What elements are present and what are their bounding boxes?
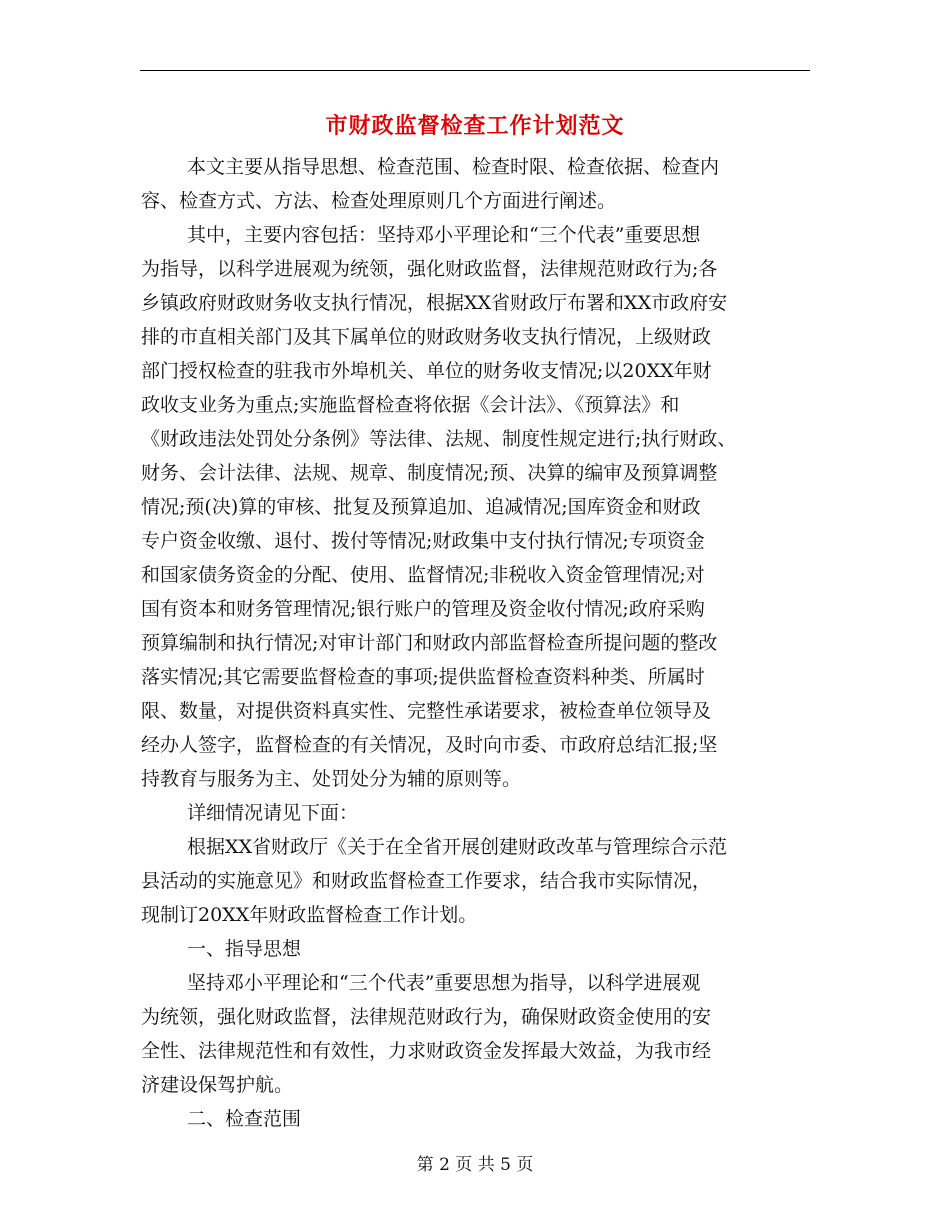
body-line: 经办人签字，监督检查的有关情况，及时向市委、市政府总结汇报;坚 bbox=[141, 734, 718, 756]
body-line: 为统领，强化财政监督，法律规范财政行为，确保财政资金使用的安 bbox=[141, 1006, 712, 1028]
header-rule bbox=[140, 70, 810, 71]
body-line: 预算编制和执行情况;对审计部门和财政内部监督检查所提问题的整改 bbox=[141, 632, 718, 654]
body-line: 国有资本和财务管理情况;银行账户的管理及资金收付情况;政府采购 bbox=[141, 598, 705, 620]
body-line: 济建设保驾护航。 bbox=[141, 1074, 294, 1096]
body-line: 情况;预(决)算的审核、批复及预算追加、追减情况;国库资金和财政 bbox=[141, 496, 701, 518]
body-line: 专户资金收缴、退付、拨付等情况;财政集中支付执行情况;专项资金 bbox=[141, 530, 705, 552]
body-line: 和国家债务资金的分配、使用、监督情况;非税收入资金管理情况;对 bbox=[141, 564, 705, 586]
page-footer: 第 2 页 共 5 页 bbox=[416, 1155, 534, 1175]
body-line: 二、检查范围 bbox=[187, 1108, 302, 1130]
body-line: 根据XX省财政厅《关于在全省开展创建财政改革与管理综合示范 bbox=[187, 836, 728, 858]
body-line: 详细情况请见下面： bbox=[187, 802, 359, 824]
body-line: 坚持邓小平理论和“三个代表”重要思想为指导，以科学进展观 bbox=[187, 972, 701, 994]
body-line: 乡镇政府财政财务收支执行情况，根据XX省财政厅布署和XX市政府安 bbox=[141, 292, 728, 314]
body-line: 县活动的实施意见》和财政监督检查工作要求，结合我市实际情况， bbox=[141, 870, 712, 892]
body-line: 容、检查方式、方法、检查处理原则几个方面进行阐述。 bbox=[141, 190, 617, 212]
body-line: 《财政违法处罚处分条例》等法律、法规、制度性规定进行;执行财政、 bbox=[141, 428, 737, 450]
body-line: 一、指导思想 bbox=[187, 938, 302, 960]
body-line: 其中，主要内容包括：坚持邓小平理论和“三个代表”重要思想 bbox=[187, 224, 701, 246]
body-line: 部门授权检查的驻我市外埠机关、单位的财务收支情况;以20XX年财 bbox=[141, 360, 712, 382]
body-line: 持教育与服务为主、处罚处分为辅的原则等。 bbox=[141, 768, 522, 790]
body-line: 为指导，以科学进展观为统领，强化财政监督，法律规范财政行为;各 bbox=[141, 258, 718, 280]
body-line: 排的市直相关部门及其下属单位的财政财务收支执行情况，上级财政 bbox=[141, 326, 712, 348]
body-line: 本文主要从指导思想、检查范围、检查时限、检查依据、检查内 bbox=[187, 156, 720, 178]
body-line: 落实情况;其它需要监督检查的事项;提供监督检查资料种类、所属时 bbox=[141, 666, 705, 688]
body-line: 现制订20XX年财政监督检查工作计划。 bbox=[141, 904, 478, 926]
body-line: 限、数量，对提供资料真实性、完整性承诺要求，被检查单位领导及 bbox=[141, 700, 712, 722]
body-line: 全性、法律规范性和有效性，力求财政资金发挥最大效益，为我市经 bbox=[141, 1040, 712, 1062]
document-title: 市财政监督检查工作计划范文 bbox=[325, 113, 625, 139]
body-line: 财务、会计法律、法规、规章、制度情况;预、决算的编审及预算调整 bbox=[141, 462, 718, 484]
document-body bbox=[141, 150, 813, 1136]
body-line: 政收支业务为重点;实施监督检查将依据《会计法》、《预算法》和 bbox=[141, 394, 680, 416]
